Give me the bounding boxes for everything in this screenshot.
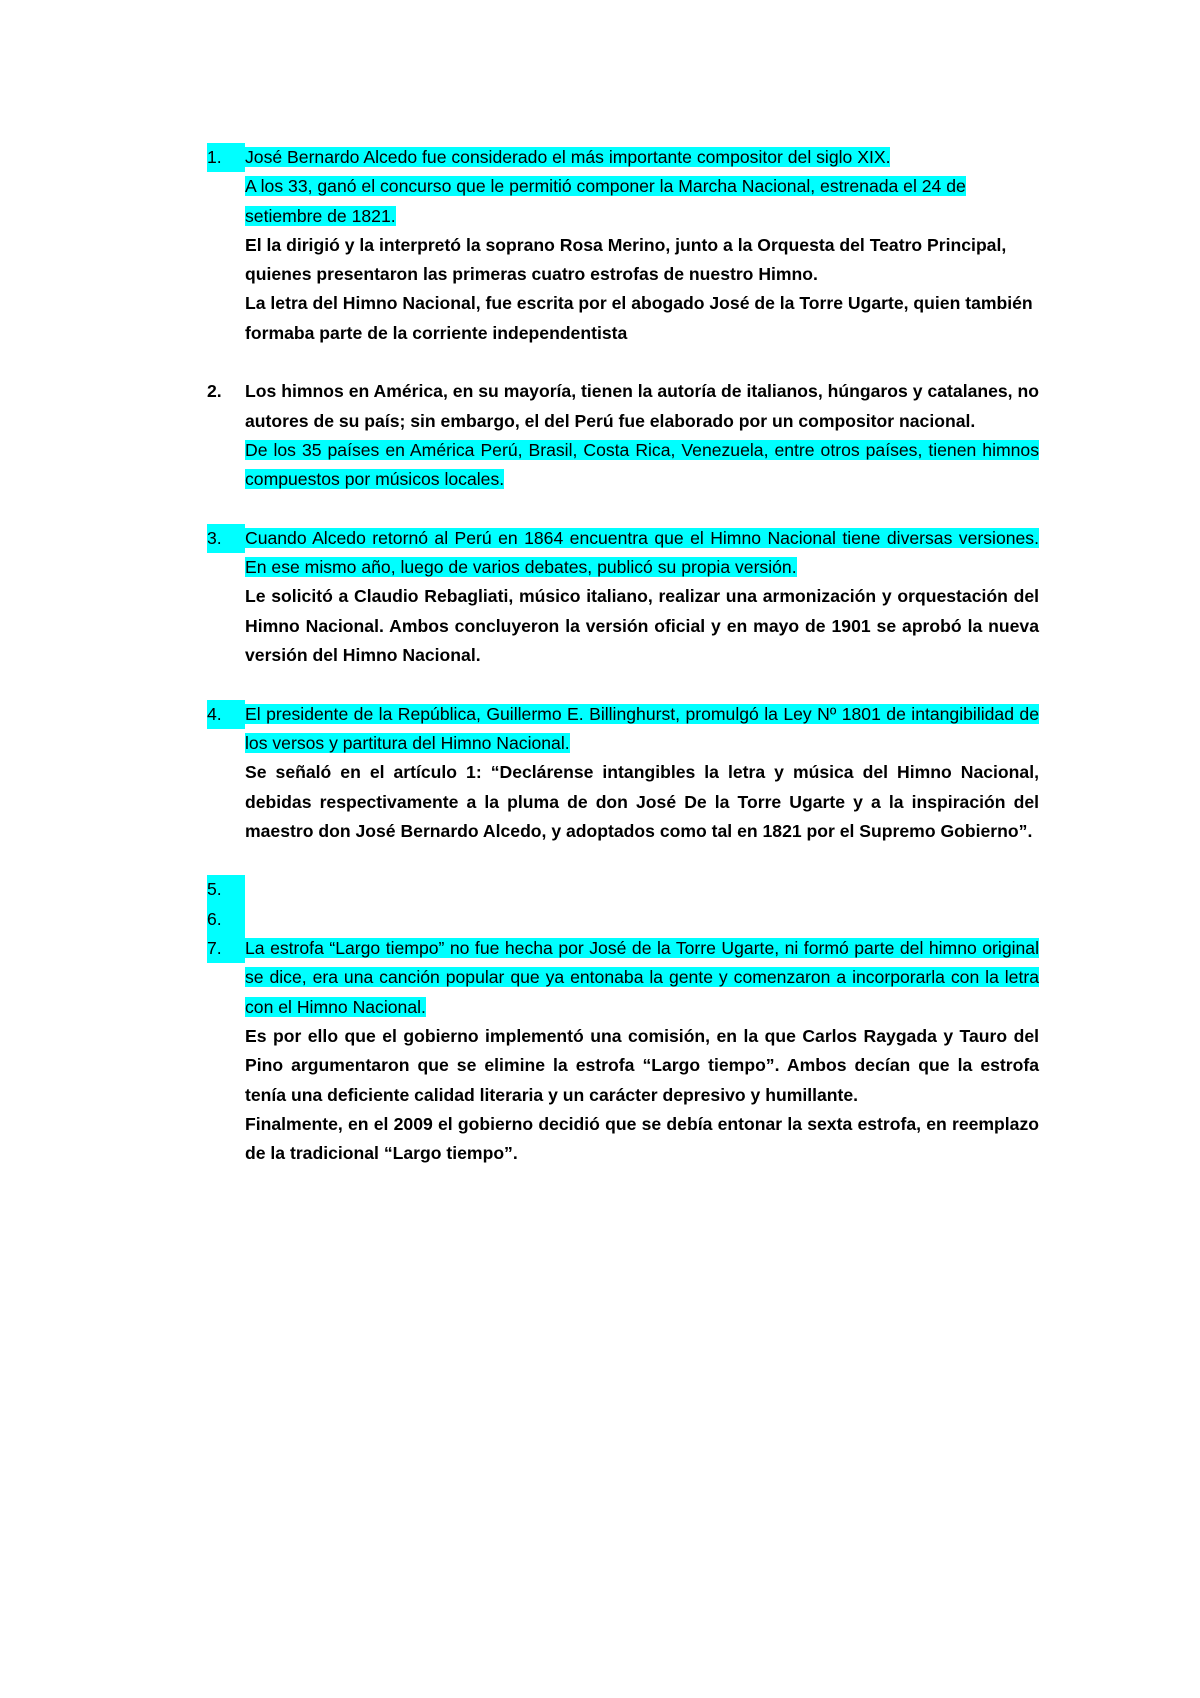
numbered-list xyxy=(207,143,1039,1168)
paragraph: Es por ello que el gobierno implementó una comisión, en la que Carlos Raygada y Tauro del Pino argumentaron que se elimine la estrofa “Largo tiempo”. Ambos decían que la estrofa tenía una deficiente calidad literaria y un carácter depresivo y humillante. xyxy=(245,1025,1039,1105)
list-number: 5. xyxy=(207,875,245,904)
paragraph: Los himnos en América, en su mayoría, tienen la autoría de italianos, húngaros y catalanes, no autores de su país; sin embargo, el del Perú fue elaborado por un compositor nacional. xyxy=(245,381,1039,431)
paragraph: José Bernardo Alcedo fue considerado el más importante compositor del siglo XIX. xyxy=(245,147,891,167)
paragraph: Cuando Alcedo retornó al Perú en 1864 encuentra que el Himno Nacional tiene diversas versiones. En ese mismo año, luego de varios debates, publicó su propia versión. xyxy=(245,527,1039,578)
paragraph: Se señaló en el artículo 1: “Declárense intangibles la letra y música del Himno Nacional, debidas respectivamente a la pluma de don José De la Torre Ugarte y a la inspiración del maestro don José Bernardo Alcedo, y adoptados como tal en 1821 por el Supremo Gobierno”. xyxy=(245,762,1039,841)
list-item-5 xyxy=(207,875,1039,904)
paragraph: La letra del Himno Nacional, fue escrita por el abogado José de la Torre Ugarte, quien también formaba parte de la corriente independentista xyxy=(245,293,1033,343)
paragraph: El presidente de la República, Guillermo E. Billinghurst, promulgó la Ley Nº 1801 de intangibilidad de los versos y partitura del Himno Nacional. xyxy=(245,703,1039,753)
list-number: 6. xyxy=(207,905,245,934)
list-item-1 xyxy=(207,143,1039,348)
list-item-6 xyxy=(207,905,1039,934)
paragraph: Le solicitó a Claudio Rebagliati, músico italiano, realizar una armonización y orquestación del Himno Nacional. Ambos concluyeron la versión oficial y en mayo de 1901 se aprobó la nueva versión del Himno Nacional. xyxy=(245,586,1039,666)
paragraph: La estrofa “Largo tiempo” no fue hecha por José de la Torre Ugarte, ni formó parte del himno original se dice, era una canción popular que ya entonaba la gente y comenzaron a incorporarla con la letra con el Himno Nacional. xyxy=(245,938,1039,1017)
list-number: 3. xyxy=(207,524,245,553)
paragraph: De los 35 países en América Perú, Brasil, Costa Rica, Venezuela, entre otros países, tienen himnos compuestos por músicos locales. xyxy=(245,439,1039,490)
paragraph: Finalmente, en el 2009 el gobierno decidió que se debía entonar la sexta estrofa, en reemplazo de la tradicional “Largo tiempo”. xyxy=(245,1113,1039,1164)
list-number: 7. xyxy=(207,934,245,963)
list-item-7 xyxy=(207,934,1039,1168)
list-item-2 xyxy=(207,377,1039,494)
list-number: 2. xyxy=(207,381,222,402)
list-item-4 xyxy=(207,700,1039,846)
list-number: 1. xyxy=(207,143,245,172)
paragraph: A los 33, ganó el concurso que le permitió componer la Marcha Nacional, estrenada el 24 de setiembre de 1821. xyxy=(245,176,966,226)
paragraph: El la dirigió y la interpretó la soprano Rosa Merino, junto a la Orquesta del Teatro Principal, quienes presentaron las primeras cuatro estrofas de nuestro Himno. xyxy=(245,234,1007,285)
list-item-3 xyxy=(207,524,1039,670)
list-number: 4. xyxy=(207,700,245,729)
